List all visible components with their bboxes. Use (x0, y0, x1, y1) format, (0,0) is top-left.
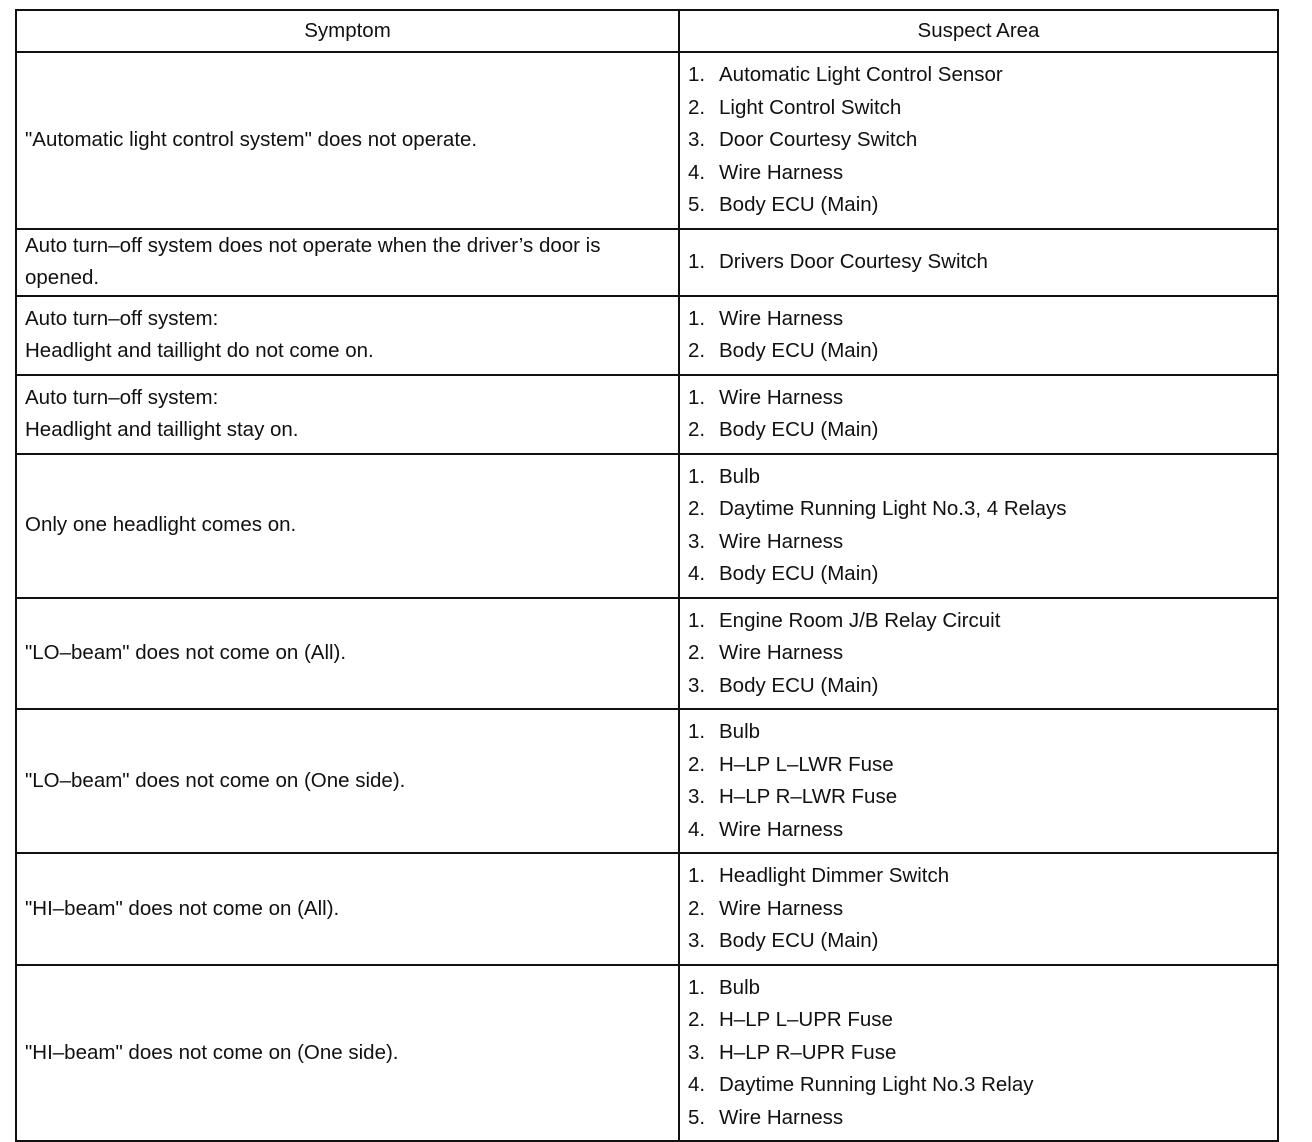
suspect-item (688, 670, 1269, 703)
suspect-list (688, 303, 1269, 368)
symptom-text: Only one headlight comes on. (25, 513, 297, 537)
suspect-item (688, 493, 1269, 526)
suspect-area-cell (679, 52, 1278, 229)
symptom-text: Headlight and taillight do not come on. (25, 339, 374, 362)
suspect-item-text: H–LP R–LWR Fuse (719, 785, 898, 808)
symptom-cell (16, 709, 679, 853)
troubleshooting-table (15, 9, 1279, 1142)
suspect-item (688, 781, 1269, 814)
suspect-list (688, 382, 1269, 447)
suspect-item (688, 925, 1269, 958)
symptom-text: "Automatic light control system" does not operate. (25, 128, 478, 151)
suspect-item-number: 2. (688, 896, 706, 920)
suspect-item-number: 4. (688, 817, 706, 841)
suspect-item-number: 1. (688, 249, 706, 273)
suspect-list (688, 59, 1269, 222)
suspect-item-text: Bulb (719, 975, 761, 999)
suspect-item (688, 637, 1269, 670)
suspect-item-number: 4. (688, 562, 706, 585)
suspect-area-cell (679, 965, 1278, 1142)
symptom-text: "LO–beam" does not come on (One side). (25, 768, 406, 792)
suspect-item-number: 1. (688, 63, 706, 86)
table-row (16, 709, 1278, 853)
suspect-item (688, 1037, 1269, 1070)
suspect-item (688, 92, 1269, 125)
suspect-list (688, 716, 1269, 846)
suspect-item-number: 1. (688, 720, 706, 743)
suspect-item-text: Wire Harness (719, 385, 844, 409)
suspect-item-number: 1. (688, 864, 706, 887)
symptom-cell (16, 296, 679, 375)
table-row (16, 375, 1278, 454)
symptom-text: opened. (25, 266, 100, 289)
suspect-item-number: 4. (688, 1073, 706, 1096)
suspect-area-cell (679, 454, 1278, 598)
table-row (16, 454, 1278, 598)
suspect-item-text: Wire Harness (719, 529, 844, 553)
symptom-cell (16, 454, 679, 598)
suspect-list (688, 972, 1269, 1135)
suspect-item (688, 605, 1269, 638)
symptom-text: "HI–beam" does not come on (All). (25, 896, 340, 920)
suspect-item-number: 2. (688, 497, 706, 520)
suspect-item-text: Body ECU (Main) (719, 562, 879, 585)
suspect-item-number: 2. (688, 641, 706, 664)
suspect-item-number: 2. (688, 1008, 706, 1031)
suspect-item-number: 1. (688, 385, 706, 409)
suspect-item-text: Wire Harness (719, 306, 844, 330)
suspect-item-text: Wire Harness (719, 641, 844, 664)
symptom-text: "LO–beam" does not come on (All). (25, 641, 347, 664)
suspect-item-number: 3. (688, 673, 706, 697)
suspect-item (688, 1004, 1269, 1037)
suspect-item-text: Body ECU (Main) (719, 929, 879, 952)
suspect-item-number: 1. (688, 608, 706, 632)
suspect-item-text: Wire Harness (719, 896, 844, 920)
suspect-area-cell (679, 229, 1278, 296)
suspect-item (688, 749, 1269, 782)
suspect-list (688, 246, 1269, 279)
suspect-list (688, 860, 1269, 958)
suspect-item-text: Bulb (719, 464, 761, 488)
suspect-item (688, 157, 1269, 190)
suspect-item-number: 2. (688, 418, 706, 441)
suspect-item-number: 3. (688, 529, 706, 553)
symptom-cell (16, 853, 679, 965)
suspect-item (688, 558, 1269, 591)
suspect-item-text: Automatic Light Control Sensor (719, 63, 1003, 86)
suspect-item-number: 5. (688, 1105, 706, 1129)
suspect-item (688, 303, 1269, 336)
suspect-item (688, 246, 1269, 279)
suspect-item-text: H–LP L–LWR Fuse (719, 752, 894, 776)
suspect-item (688, 814, 1269, 847)
table-row (16, 598, 1278, 710)
table-row (16, 965, 1278, 1142)
suspect-item-text: Light Control Switch (719, 95, 902, 119)
suspect-item (688, 189, 1269, 222)
suspect-item-text: Daytime Running Light No.3 Relay (719, 1073, 1034, 1096)
symptom-cell (16, 598, 679, 710)
table-row (16, 296, 1278, 375)
suspect-item (688, 526, 1269, 559)
suspect-item-text: Drivers Door Courtesy Switch (719, 249, 988, 273)
suspect-item (688, 893, 1269, 926)
suspect-item (688, 59, 1269, 92)
suspect-item-number: 2. (688, 752, 706, 776)
suspect-item-text: Wire Harness (719, 160, 844, 184)
suspect-item-text: Daytime Running Light No.3, 4 Relays (719, 497, 1067, 520)
suspect-list (688, 605, 1269, 703)
suspect-area-column-header: Suspect Area (679, 10, 1278, 52)
table-row (16, 52, 1278, 229)
suspect-item (688, 1102, 1269, 1135)
symptom-text: Auto turn–off system: (25, 306, 219, 330)
suspect-item-text: Wire Harness (719, 1105, 844, 1129)
suspect-item-number: 3. (688, 929, 706, 952)
symptom-text: Headlight and taillight stay on. (25, 418, 299, 441)
suspect-item-number: 5. (688, 193, 706, 216)
suspect-area-cell (679, 853, 1278, 965)
suspect-item-text: Headlight Dimmer Switch (719, 864, 950, 887)
suspect-item-number: 1. (688, 464, 706, 488)
symptom-cell (16, 375, 679, 454)
suspect-item-number: 3. (688, 128, 706, 151)
suspect-item-text: Engine Room J/B Relay Circuit (719, 608, 1001, 632)
suspect-area-cell (679, 598, 1278, 710)
suspect-item-number: 2. (688, 95, 706, 119)
table-row (16, 853, 1278, 965)
suspect-item-text: H–LP R–UPR Fuse (719, 1040, 897, 1064)
table-row (16, 229, 1278, 296)
symptom-column-header: Symptom (16, 10, 679, 52)
suspect-item (688, 972, 1269, 1005)
table-body (16, 52, 1278, 1141)
suspect-item (688, 461, 1269, 494)
suspect-item-number: 1. (688, 975, 706, 999)
suspect-item-text: Body ECU (Main) (719, 339, 879, 362)
suspect-item (688, 716, 1269, 749)
suspect-item-text: Wire Harness (719, 817, 844, 841)
symptom-cell (16, 52, 679, 229)
suspect-item-text: H–LP L–UPR Fuse (719, 1008, 893, 1031)
suspect-item (688, 860, 1269, 893)
suspect-area-cell (679, 296, 1278, 375)
header-row (16, 10, 1278, 52)
symptom-cell (16, 229, 679, 296)
suspect-item (688, 124, 1269, 157)
suspect-item-text: Door Courtesy Switch (719, 128, 918, 151)
suspect-item-number: 1. (688, 306, 706, 330)
suspect-item-number: 2. (688, 339, 706, 362)
suspect-item-text: Bulb (719, 720, 761, 743)
suspect-item-number: 4. (688, 160, 706, 184)
suspect-list (688, 461, 1269, 591)
suspect-item-number: 3. (688, 1040, 706, 1064)
suspect-item (688, 382, 1269, 415)
suspect-area-cell (679, 709, 1278, 853)
suspect-area-cell (679, 375, 1278, 454)
symptom-text: "HI–beam" does not come on (One side). (25, 1040, 399, 1064)
symptom-text: Auto turn–off system does not operate when the driver’s door is (25, 233, 601, 257)
suspect-item-text: Body ECU (Main) (719, 418, 879, 441)
suspect-item-text: Body ECU (Main) (719, 193, 879, 216)
suspect-item-number: 3. (688, 785, 706, 808)
suspect-item (688, 1069, 1269, 1102)
suspect-item (688, 335, 1269, 368)
symptom-text: Auto turn–off system: (25, 385, 219, 409)
suspect-item (688, 414, 1269, 447)
symptom-cell (16, 965, 679, 1142)
suspect-item-text: Body ECU (Main) (719, 673, 879, 697)
